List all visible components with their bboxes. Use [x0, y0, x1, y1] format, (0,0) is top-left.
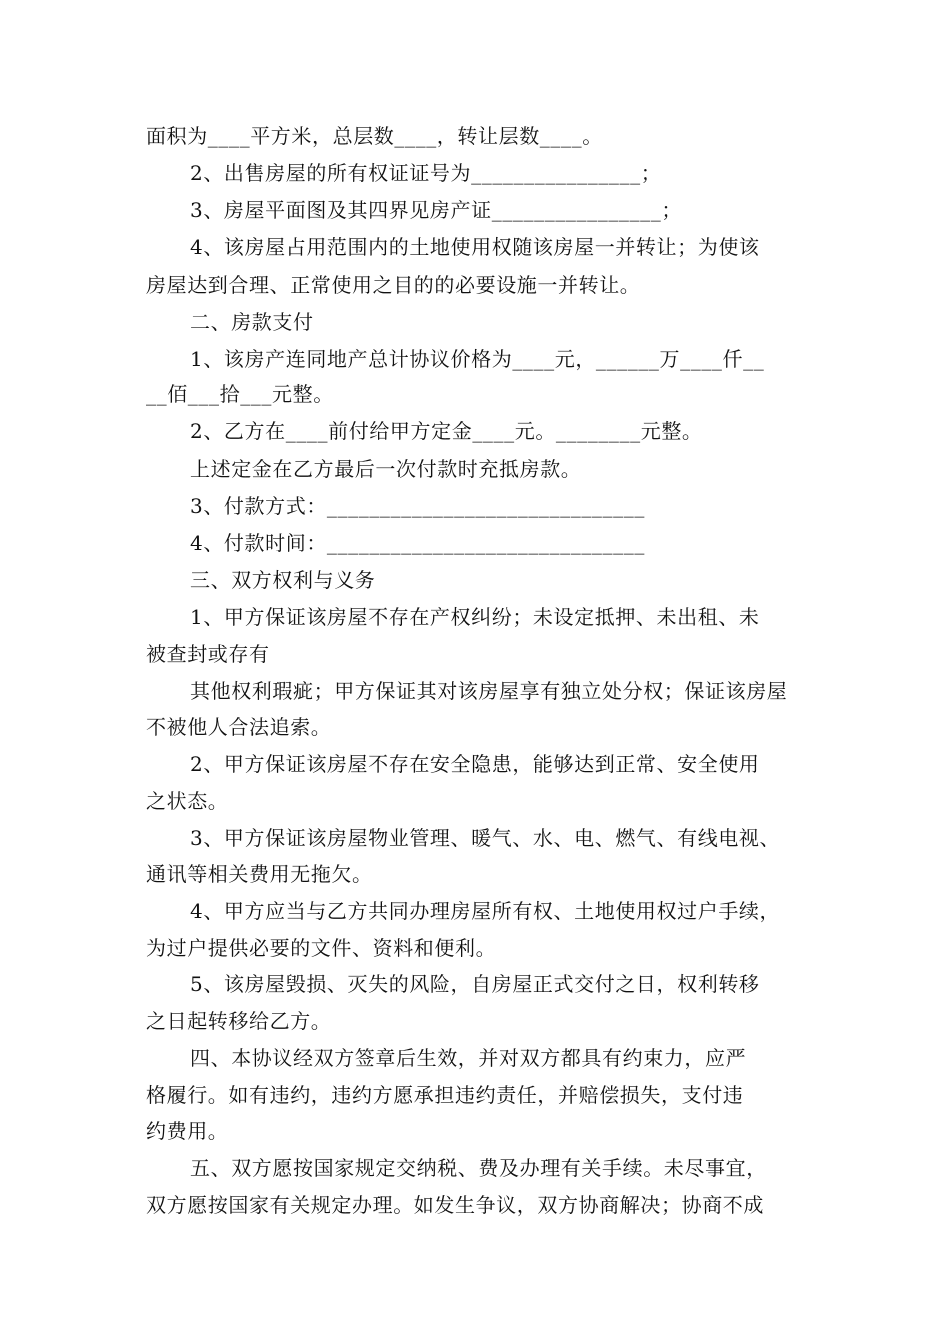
text-line: 3、甲方保证该房屋物业管理、暖气、水、电、燃气、有线电视、 — [190, 826, 781, 850]
text-line: 为过户提供必要的文件、资料和便利。 — [146, 936, 497, 960]
text-line: __佰___拾___元整。 — [146, 382, 334, 406]
text-line: 之状态。 — [146, 789, 229, 813]
text-line: 五、双方愿按国家规定交纳税、费及办理有关手续。未尽事宜， — [190, 1156, 767, 1180]
text-line: 通讯等相关费用无拖欠。 — [146, 862, 373, 886]
text-line: 面积为____平方米，总层数____，转让层数____。 — [146, 124, 603, 148]
text-line: 房屋达到合理、正常使用之目的的必要设施一并转让。 — [146, 273, 641, 297]
text-line: 四、本协议经双方签章后生效，并对双方都具有约束力，应严 — [190, 1046, 747, 1070]
text-line: 2、乙方在____前付给甲方定金____元。________元整。 — [190, 419, 703, 443]
text-line: 4、甲方应当与乙方共同办理房屋所有权、土地使用权过户手续， — [190, 899, 781, 923]
text-line: 2、甲方保证该房屋不存在安全隐患，能够达到正常、安全使用 — [190, 752, 760, 776]
text-line: 双方愿按国家有关规定办理。如发生争议，双方协商解决；协商不成 — [146, 1193, 764, 1217]
text-line: 1、甲方保证该房屋不存在产权纠纷；未设定抵押、未出租、未 — [190, 605, 760, 629]
text-line: 3、房屋平面图及其四界见房产证________________； — [190, 198, 682, 222]
section-heading: 三、双方权利与义务 — [190, 568, 376, 592]
text-line: 1、该房产连同地产总计协议价格为____元，______万____仟__ — [190, 347, 765, 371]
text-line: 之日起转移给乙方。 — [146, 1009, 332, 1033]
text-line: 3、付款方式：______________________________ — [190, 494, 645, 518]
text-line: 其他权利瑕疵；甲方保证其对该房屋享有独立处分权；保证该房屋 — [190, 679, 788, 703]
text-line: 上述定金在乙方最后一次付款时充抵房款。 — [190, 457, 582, 481]
text-line: 5、该房屋毁损、灭失的风险，自房屋正式交付之日，权利转移 — [190, 972, 760, 996]
text-line: 2、出售房屋的所有权证证号为________________； — [190, 161, 662, 185]
text-line: 4、该房屋占用范围内的土地使用权随该房屋一并转让；为使该 — [190, 235, 760, 259]
text-line: 约费用。 — [146, 1119, 229, 1143]
text-line: 格履行。如有违约，违约方愿承担违约责任，并赔偿损失，支付违 — [146, 1083, 744, 1107]
section-heading: 二、房款支付 — [190, 310, 314, 334]
text-line: 被查封或存有 — [146, 642, 270, 666]
text-line: 不被他人合法追索。 — [146, 715, 332, 739]
text-line: 4、付款时间：______________________________ — [190, 531, 645, 555]
